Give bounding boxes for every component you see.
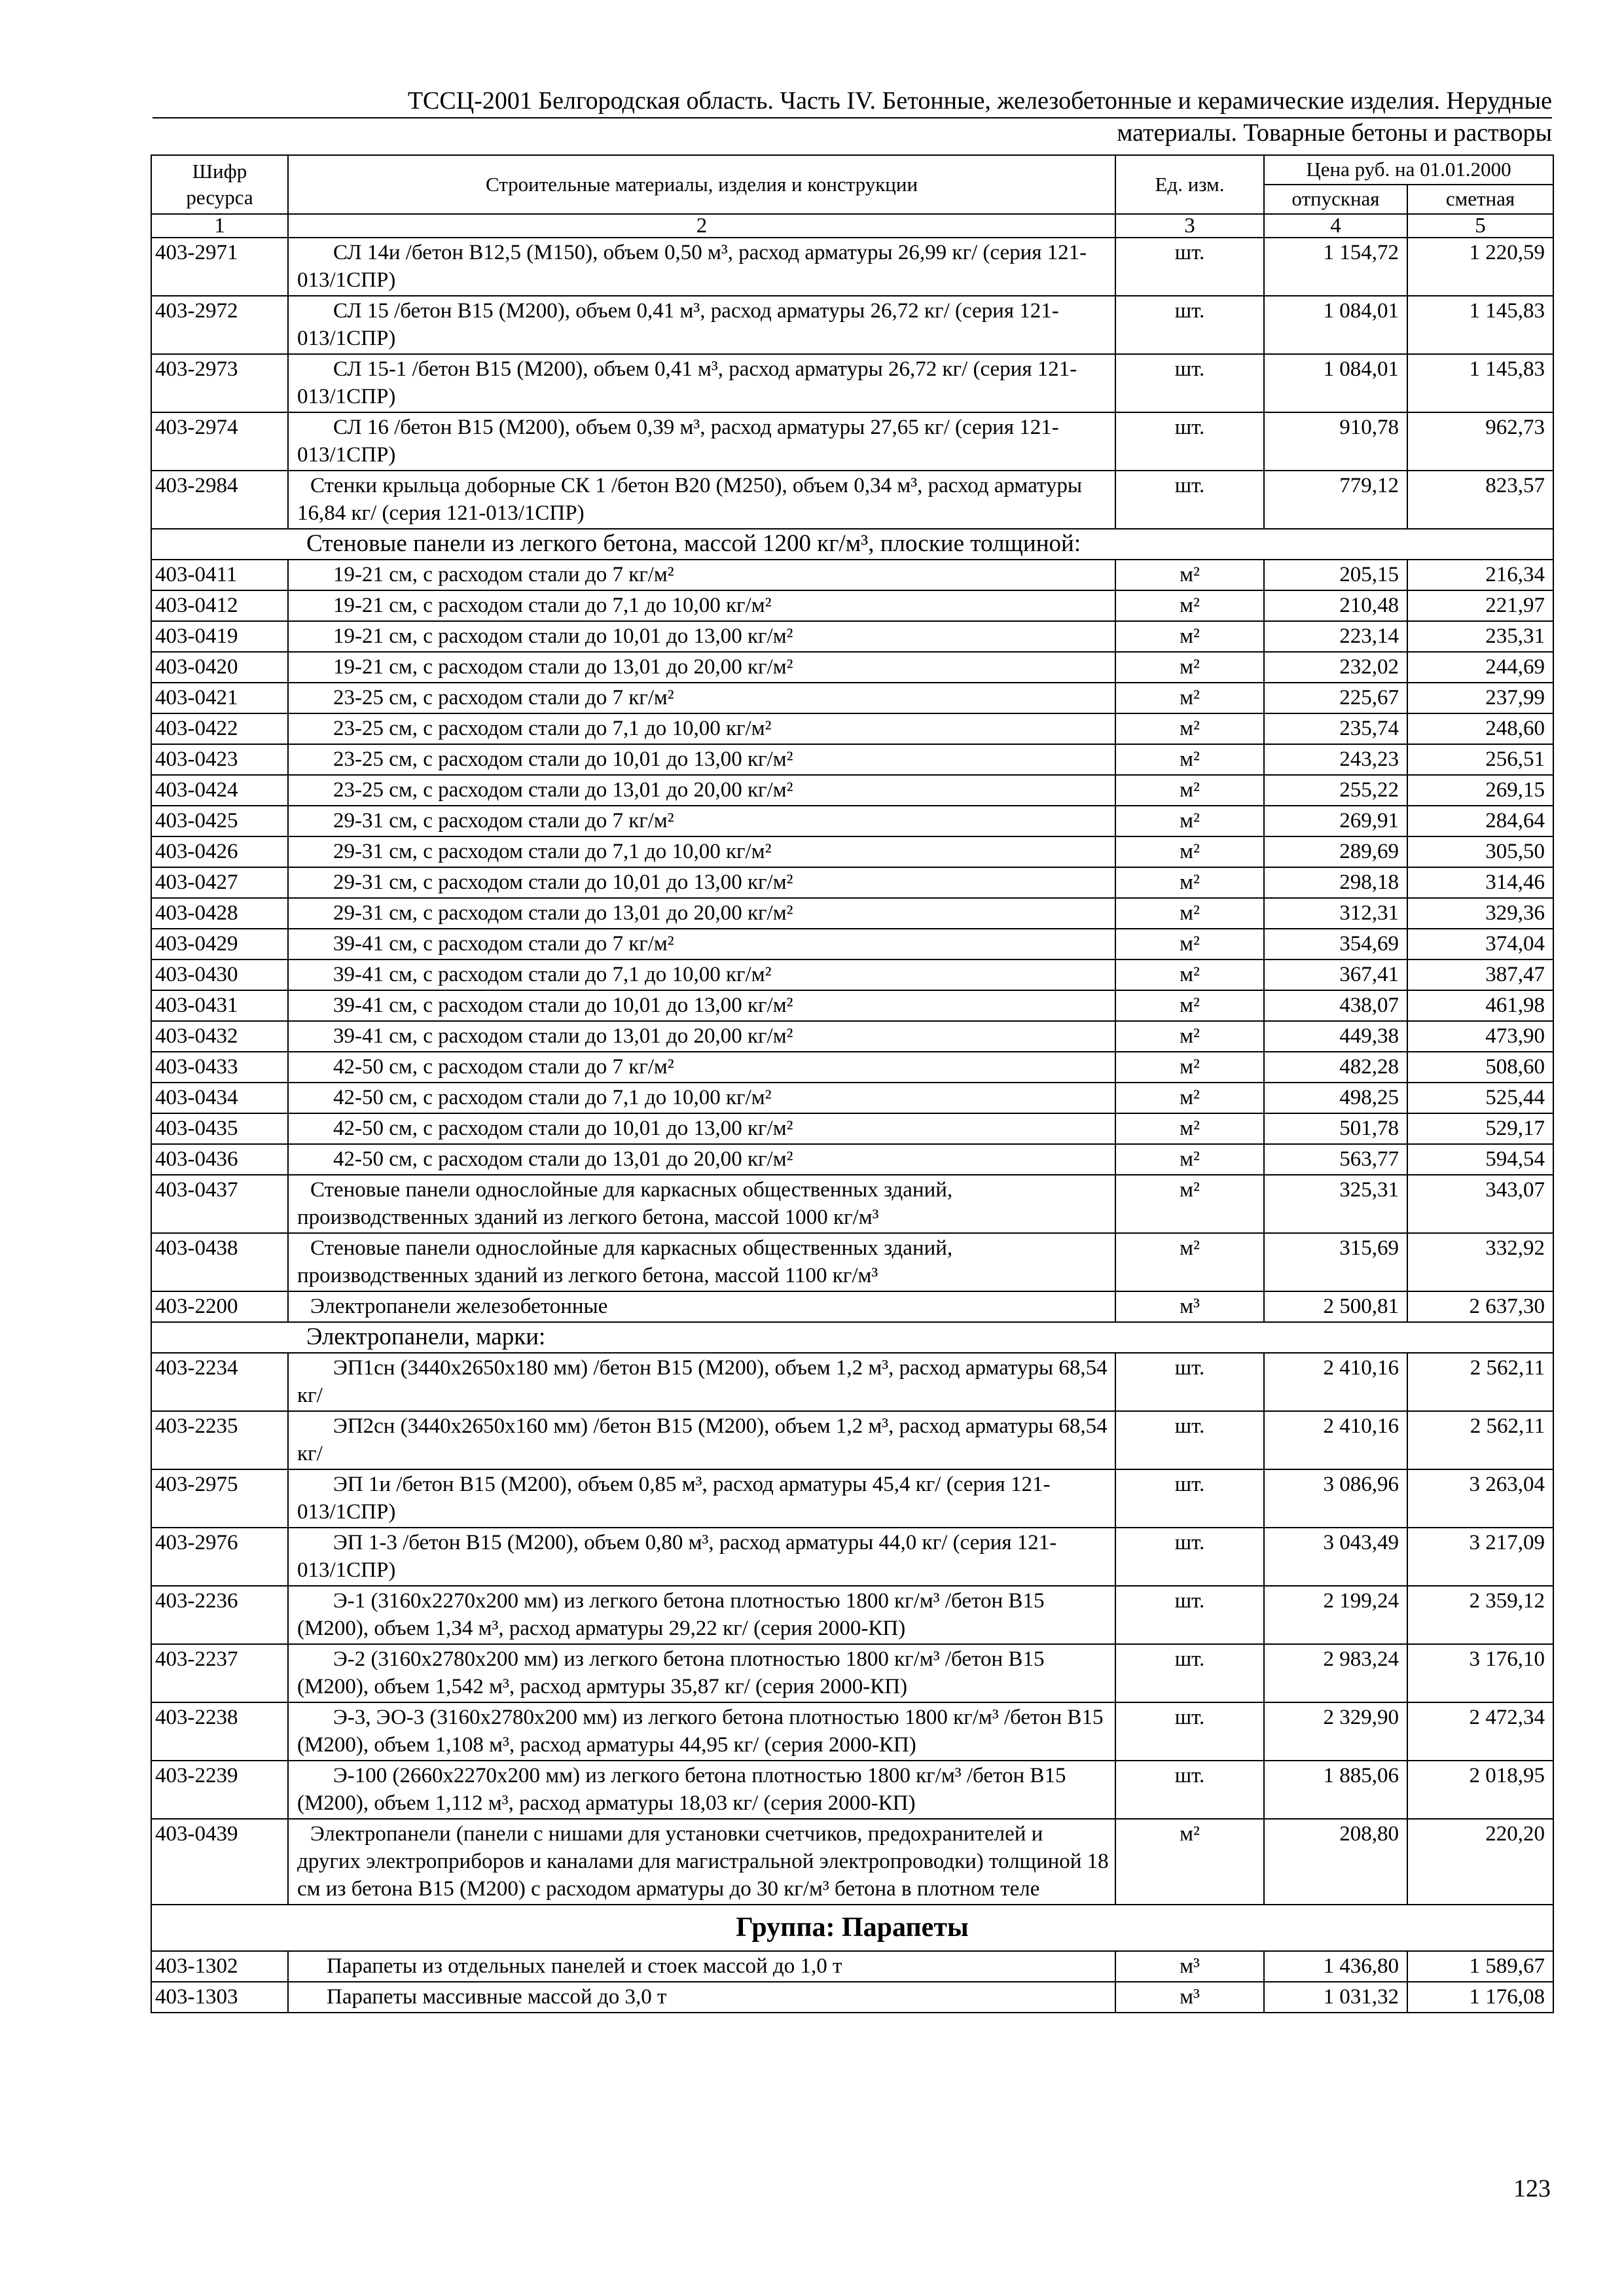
- column-number-row: [151, 214, 1553, 238]
- unit-cell: шт.: [1115, 1702, 1264, 1761]
- description-text: 29-31 см, с расходом стали до 7,1 до 10,00 кг/м²: [333, 840, 772, 863]
- table-row: [151, 1951, 1553, 1982]
- estimate-price-cell: 2 562,11: [1407, 1353, 1553, 1411]
- description-cell: [288, 1528, 1115, 1586]
- resource-code-cell: 403-0428: [151, 898, 288, 929]
- release-price-cell: 289,69: [1264, 836, 1407, 867]
- table-row: [151, 1113, 1553, 1144]
- estimate-price-cell: 2 018,95: [1407, 1761, 1553, 1819]
- table-row: [151, 960, 1553, 990]
- head-code: Шифр ресурса: [151, 155, 288, 214]
- estimate-price-cell: 529,17: [1407, 1113, 1553, 1144]
- estimate-price-cell: 2 637,30: [1407, 1291, 1553, 1322]
- head-materials: Строительные материалы, изделия и конструкции: [288, 155, 1115, 214]
- resource-code-cell: 403-2973: [151, 354, 288, 412]
- unit-cell: шт.: [1115, 1411, 1264, 1469]
- table-row: [151, 1144, 1553, 1175]
- estimate-price-cell: 823,57: [1407, 471, 1553, 529]
- table-row: [151, 590, 1553, 621]
- unit-cell: м²: [1115, 560, 1264, 590]
- estimate-price-cell: 3 217,09: [1407, 1528, 1553, 1586]
- description-text: 39-41 см, с расходом стали до 7 кг/м²: [333, 932, 674, 956]
- column-number: 5: [1407, 214, 1553, 238]
- resource-code-cell: 403-2984: [151, 471, 288, 529]
- table-row: [151, 621, 1553, 652]
- description-text: СЛ 15-1 /бетон В15 (М200), объем 0,41 м³, расход арматуры 26,72 кг/ (серия 121-013/1СПР): [297, 357, 1077, 408]
- release-price-cell: 2 983,24: [1264, 1644, 1407, 1702]
- description-cell: [288, 867, 1115, 898]
- description-cell: [288, 1469, 1115, 1528]
- release-price-cell: 1 154,72: [1264, 238, 1407, 296]
- unit-cell: м³: [1115, 1291, 1264, 1322]
- table-row: [151, 1469, 1553, 1528]
- description-text: 42-50 см, с расходом стали до 13,01 до 20,00 кг/м²: [333, 1147, 793, 1171]
- resource-code-cell: 403-2976: [151, 1528, 288, 1586]
- unit-cell: м²: [1115, 1144, 1264, 1175]
- description-cell: [288, 1233, 1115, 1291]
- release-price-cell: 315,69: [1264, 1233, 1407, 1291]
- column-number: 1: [151, 214, 288, 238]
- description-text: Э-2 (3160х2780х200 мм) из легкого бетона плотностью 1800 кг/м³ /бетон В15 (М200), объем 1,542 м³, расход армтуры 35,87 кг/ (серия 2000-КП): [297, 1647, 1045, 1698]
- resource-code-cell: 403-0411: [151, 560, 288, 590]
- description-text: 29-31 см, с расходом стали до 7 кг/м²: [333, 809, 674, 833]
- resource-code-cell: 403-0435: [151, 1113, 288, 1144]
- description-cell: [288, 621, 1115, 652]
- description-text: Стенки крыльца доборные СК 1 /бетон В20 (М250), объем 0,34 м³, расход арматуры 16,84 кг/ (серия 121-013/1СПР): [297, 474, 1083, 525]
- description-text: 23-25 см, с расходом стали до 13,01 до 20,00 кг/м²: [333, 778, 793, 802]
- column-number: 4: [1264, 214, 1407, 238]
- unit-cell: м²: [1115, 1233, 1264, 1291]
- unit-cell: м²: [1115, 1113, 1264, 1144]
- section-heading: Стеновые панели из легкого бетона, массой 1200 кг/м³, плоские толщиной:: [151, 529, 1553, 560]
- description-cell: [288, 990, 1115, 1021]
- unit-cell: шт.: [1115, 296, 1264, 354]
- description-text: ЭП 1-3 /бетон В15 (М200), объем 0,80 м³, расход арматуры 44,0 кг/ (серия 121-013/1СПР): [297, 1531, 1057, 1582]
- release-price-cell: 2 500,81: [1264, 1291, 1407, 1322]
- head-price: Цена руб. на 01.01.2000: [1264, 155, 1553, 185]
- resource-code-cell: 403-2237: [151, 1644, 288, 1702]
- unit-cell: шт.: [1115, 1644, 1264, 1702]
- table-row: [151, 1175, 1553, 1233]
- estimate-price-cell: 508,60: [1407, 1052, 1553, 1083]
- description-cell: [288, 1411, 1115, 1469]
- release-price-cell: 367,41: [1264, 960, 1407, 990]
- table-row: [151, 296, 1553, 354]
- description-text: Э-100 (2660х2270х200 мм) из легкого бетона плотностью 1800 кг/м³ /бетон В15 (М200), объем 1,112 м³, расход арматуры 18,03 кг/ (серия 2000-КП): [297, 1764, 1066, 1815]
- estimate-price-cell: 216,34: [1407, 560, 1553, 590]
- unit-cell: м²: [1115, 960, 1264, 990]
- unit-cell: м²: [1115, 744, 1264, 775]
- release-price-cell: 2 410,16: [1264, 1353, 1407, 1411]
- resource-code-cell: 403-0438: [151, 1233, 288, 1291]
- description-text: Электропанели железобетонные: [310, 1295, 608, 1318]
- table-row: [151, 652, 1553, 683]
- release-price-cell: 1 885,06: [1264, 1761, 1407, 1819]
- estimate-price-cell: 473,90: [1407, 1021, 1553, 1052]
- resource-code-cell: 403-0434: [151, 1083, 288, 1113]
- table-row: [151, 898, 1553, 929]
- resource-code-cell: 403-2234: [151, 1353, 288, 1411]
- description-cell: [288, 354, 1115, 412]
- description-cell: [288, 1819, 1115, 1905]
- head-release-price: отпускная: [1264, 185, 1407, 214]
- unit-cell: м²: [1115, 1021, 1264, 1052]
- section-heading: Электропанели, марки:: [151, 1322, 1553, 1353]
- estimate-price-cell: 1 220,59: [1407, 238, 1553, 296]
- description-cell: [288, 1144, 1115, 1175]
- release-price-cell: 2 329,90: [1264, 1702, 1407, 1761]
- description-cell: [288, 412, 1115, 471]
- resource-code-cell: 403-0432: [151, 1021, 288, 1052]
- resource-code-cell: 403-0436: [151, 1144, 288, 1175]
- description-text: 42-50 см, с расходом стали до 7 кг/м²: [333, 1055, 674, 1079]
- description-text: 42-50 см, с расходом стали до 7,1 до 10,00 кг/м²: [333, 1086, 772, 1109]
- table-row: [151, 471, 1553, 529]
- release-price-cell: 312,31: [1264, 898, 1407, 929]
- estimate-price-cell: 235,31: [1407, 621, 1553, 652]
- estimate-price-cell: 374,04: [1407, 929, 1553, 960]
- unit-cell: шт.: [1115, 238, 1264, 296]
- release-price-cell: 449,38: [1264, 1021, 1407, 1052]
- estimate-price-cell: 461,98: [1407, 990, 1553, 1021]
- estimate-price-cell: 332,92: [1407, 1233, 1553, 1291]
- estimate-price-cell: 305,50: [1407, 836, 1553, 867]
- unit-cell: шт.: [1115, 354, 1264, 412]
- release-price-cell: 354,69: [1264, 929, 1407, 960]
- resource-code-cell: 403-2971: [151, 238, 288, 296]
- release-price-cell: 2 410,16: [1264, 1411, 1407, 1469]
- column-number: 2: [288, 214, 1115, 238]
- resource-code-cell: 403-0424: [151, 775, 288, 806]
- resource-code-cell: 403-2972: [151, 296, 288, 354]
- description-text: СЛ 14и /бетон В12,5 (М150), объем 0,50 м³, расход арматуры 26,99 кг/ (серия 121-013/1СПР): [297, 241, 1087, 292]
- table-row: [151, 1819, 1553, 1905]
- estimate-price-cell: 284,64: [1407, 806, 1553, 836]
- description-cell: [288, 1702, 1115, 1761]
- estimate-price-cell: 1 176,08: [1407, 1982, 1553, 2013]
- estimate-price-cell: 525,44: [1407, 1083, 1553, 1113]
- resource-code-cell: 403-0420: [151, 652, 288, 683]
- section-heading-row: [151, 1322, 1553, 1353]
- resource-code-cell: 403-1302: [151, 1951, 288, 1982]
- description-text: Электропанели (панели с нишами для установки счетчиков, предохранителей и других электроприборов и каналами для магистральной электропроводки) толщиной 18 см из бетона В15 (М200) с расходом арматуры до 30 кг/м³ бетона в плотном теле: [297, 1822, 1109, 1901]
- estimate-price-cell: 343,07: [1407, 1175, 1553, 1233]
- unit-cell: шт.: [1115, 1586, 1264, 1644]
- resource-code-cell: 403-0423: [151, 744, 288, 775]
- estimate-price-cell: 221,97: [1407, 590, 1553, 621]
- resource-code-cell: 403-0427: [151, 867, 288, 898]
- release-price-cell: 779,12: [1264, 471, 1407, 529]
- table-row: [151, 1052, 1553, 1083]
- description-cell: [288, 652, 1115, 683]
- description-cell: [288, 1052, 1115, 1083]
- estimate-price-cell: 594,54: [1407, 1144, 1553, 1175]
- table-row: [151, 683, 1553, 713]
- description-cell: [288, 560, 1115, 590]
- description-text: 39-41 см, с расходом стали до 13,01 до 20,00 кг/м²: [333, 1024, 793, 1048]
- resource-code-cell: 403-2236: [151, 1586, 288, 1644]
- estimate-price-cell: 237,99: [1407, 683, 1553, 713]
- page-number: 123: [1513, 2175, 1551, 2202]
- release-price-cell: 1 084,01: [1264, 296, 1407, 354]
- unit-cell: шт.: [1115, 1761, 1264, 1819]
- table-row: [151, 560, 1553, 590]
- release-price-cell: 3 086,96: [1264, 1469, 1407, 1528]
- unit-cell: шт.: [1115, 412, 1264, 471]
- release-price-cell: 225,67: [1264, 683, 1407, 713]
- estimate-price-cell: 2 472,34: [1407, 1702, 1553, 1761]
- resource-code-cell: 403-0421: [151, 683, 288, 713]
- description-cell: [288, 1644, 1115, 1702]
- estimate-price-cell: 220,20: [1407, 1819, 1553, 1905]
- description-cell: [288, 929, 1115, 960]
- release-price-cell: 205,15: [1264, 560, 1407, 590]
- resource-code-cell: 403-0419: [151, 621, 288, 652]
- description-cell: [288, 238, 1115, 296]
- estimate-price-cell: 3 263,04: [1407, 1469, 1553, 1528]
- description-text: Стеновые панели однослойные для каркасных общественных зданий, производственных зданий из легкого бетона, массой 1000 кг/м³: [297, 1178, 953, 1229]
- head-unit: Ед. изм.: [1115, 155, 1264, 214]
- release-price-cell: 269,91: [1264, 806, 1407, 836]
- description-text: 23-25 см, с расходом стали до 7 кг/м²: [333, 686, 674, 709]
- resource-code-cell: 403-0429: [151, 929, 288, 960]
- release-price-cell: 325,31: [1264, 1175, 1407, 1233]
- description-cell: [288, 836, 1115, 867]
- unit-cell: м²: [1115, 652, 1264, 683]
- resource-code-cell: 403-2974: [151, 412, 288, 471]
- running-header-line-1: ТССЦ-2001 Белгородская область. Часть IV. Бетонные, железобетонные и керамические изделия. Нерудные: [407, 87, 1552, 115]
- unit-cell: м²: [1115, 836, 1264, 867]
- unit-cell: м²: [1115, 1083, 1264, 1113]
- unit-cell: шт.: [1115, 1528, 1264, 1586]
- description-text: Парапеты массивные массой до 3,0 т: [327, 1985, 667, 2009]
- release-price-cell: 438,07: [1264, 990, 1407, 1021]
- description-text: ЭП2сн (3440х2650х160 мм) /бетон В15 (М200), объем 1,2 м³, расход арматуры 68,54 кг/: [297, 1414, 1108, 1465]
- description-cell: [288, 960, 1115, 990]
- table-row: [151, 238, 1553, 296]
- unit-cell: м²: [1115, 621, 1264, 652]
- resource-code-cell: 403-2239: [151, 1761, 288, 1819]
- release-price-cell: 1 031,32: [1264, 1982, 1407, 2013]
- description-cell: [288, 1586, 1115, 1644]
- table-row: [151, 1982, 1553, 2013]
- description-cell: [288, 1175, 1115, 1233]
- table-row: [151, 1353, 1553, 1411]
- release-price-cell: 498,25: [1264, 1083, 1407, 1113]
- description-cell: [288, 1982, 1115, 2013]
- table-row: [151, 713, 1553, 744]
- unit-cell: м²: [1115, 990, 1264, 1021]
- description-cell: [288, 1291, 1115, 1322]
- unit-cell: м²: [1115, 867, 1264, 898]
- unit-cell: шт.: [1115, 471, 1264, 529]
- resource-code-cell: 403-0425: [151, 806, 288, 836]
- estimate-price-cell: 256,51: [1407, 744, 1553, 775]
- description-text: СЛ 15 /бетон В15 (М200), объем 0,41 м³, расход арматуры 26,72 кг/ (серия 121-013/1СПР): [297, 299, 1059, 350]
- unit-cell: м²: [1115, 775, 1264, 806]
- unit-cell: м³: [1115, 1951, 1264, 1982]
- description-cell: [288, 775, 1115, 806]
- description-cell: [288, 1353, 1115, 1411]
- table-row: [151, 1702, 1553, 1761]
- estimate-price-cell: 1 145,83: [1407, 296, 1553, 354]
- estimate-price-cell: 329,36: [1407, 898, 1553, 929]
- release-price-cell: 232,02: [1264, 652, 1407, 683]
- release-price-cell: 3 043,49: [1264, 1528, 1407, 1586]
- unit-cell: м²: [1115, 1052, 1264, 1083]
- release-price-cell: 223,14: [1264, 621, 1407, 652]
- description-cell: [288, 1113, 1115, 1144]
- table-row: [151, 744, 1553, 775]
- head-estimate-price: сметная: [1407, 185, 1553, 214]
- estimate-price-cell: 269,15: [1407, 775, 1553, 806]
- release-price-cell: 298,18: [1264, 867, 1407, 898]
- unit-cell: шт.: [1115, 1469, 1264, 1528]
- table-row: [151, 806, 1553, 836]
- column-number: 3: [1115, 214, 1264, 238]
- description-text: Э-3, ЭО-3 (3160х2780х200 мм) из легкого бетона плотностью 1800 кг/м³ /бетон В15 (М200), объем 1,108 м³, расход арматуры 44,95 кг/ (серия 2000-КП): [297, 1706, 1104, 1757]
- estimate-price-cell: 1 589,67: [1407, 1951, 1553, 1982]
- resource-code-cell: 403-2238: [151, 1702, 288, 1761]
- release-price-cell: 2 199,24: [1264, 1586, 1407, 1644]
- estimate-price-cell: 314,46: [1407, 867, 1553, 898]
- release-price-cell: 243,23: [1264, 744, 1407, 775]
- description-text: ЭП 1и /бетон В15 (М200), объем 0,85 м³, расход арматуры 45,4 кг/ (серия 121-013/1СПР): [297, 1473, 1051, 1524]
- estimate-price-cell: 244,69: [1407, 652, 1553, 683]
- release-price-cell: 501,78: [1264, 1113, 1407, 1144]
- description-cell: [288, 590, 1115, 621]
- description-cell: [288, 898, 1115, 929]
- table-row: [151, 412, 1553, 471]
- table-row: [151, 929, 1553, 960]
- release-price-cell: 910,78: [1264, 412, 1407, 471]
- running-header-line-2: материалы. Товарные бетоны и растворы: [1117, 119, 1552, 147]
- estimate-price-cell: 387,47: [1407, 960, 1553, 990]
- resource-code-cell: 403-0426: [151, 836, 288, 867]
- table-row: [151, 1528, 1553, 1586]
- release-price-cell: 1 436,80: [1264, 1951, 1407, 1982]
- table-row: [151, 1083, 1553, 1113]
- resource-code-cell: 403-2200: [151, 1291, 288, 1322]
- description-text: Стеновые панели однослойные для каркасных общественных зданий, производственных зданий из легкого бетона, массой 1100 кг/м³: [297, 1236, 953, 1287]
- table-head-row: [151, 155, 1553, 185]
- description-cell: [288, 683, 1115, 713]
- unit-cell: м³: [1115, 1982, 1264, 2013]
- release-price-cell: 482,28: [1264, 1052, 1407, 1083]
- description-cell: [288, 744, 1115, 775]
- description-cell: [288, 1951, 1115, 1982]
- description-text: 29-31 см, с расходом стали до 13,01 до 20,00 кг/м²: [333, 901, 793, 925]
- description-text: СЛ 16 /бетон В15 (М200), объем 0,39 м³, расход арматуры 27,65 кг/ (серия 121-013/1СПР): [297, 416, 1059, 467]
- price-table: [151, 154, 1554, 2013]
- group-heading: Группа: Парапеты: [151, 1905, 1553, 1951]
- description-text: Парапеты из отдельных панелей и стоек массой до 1,0 т: [327, 1954, 842, 1978]
- table-row: [151, 1233, 1553, 1291]
- release-price-cell: 1 084,01: [1264, 354, 1407, 412]
- estimate-price-cell: 962,73: [1407, 412, 1553, 471]
- release-price-cell: 210,48: [1264, 590, 1407, 621]
- resource-code-cell: 403-0431: [151, 990, 288, 1021]
- description-text: 19-21 см, с расходом стали до 13,01 до 20,00 кг/м²: [333, 655, 793, 679]
- table-row: [151, 990, 1553, 1021]
- unit-cell: м²: [1115, 929, 1264, 960]
- unit-cell: м²: [1115, 683, 1264, 713]
- description-text: Э-1 (3160х2270х200 мм) из легкого бетона плотностью 1800 кг/м³ /бетон В15 (М200), объем 1,34 м³, расход арматуры 29,22 кг/ (серия 2000-КП): [297, 1589, 1045, 1640]
- resource-code-cell: 403-0439: [151, 1819, 288, 1905]
- unit-cell: шт.: [1115, 1353, 1264, 1411]
- description-text: 19-21 см, с расходом стали до 7,1 до 10,00 кг/м²: [333, 594, 772, 617]
- table-row: [151, 354, 1553, 412]
- group-heading-row: [151, 1905, 1553, 1951]
- description-cell: [288, 471, 1115, 529]
- description-text: 39-41 см, с расходом стали до 10,01 до 13,00 кг/м²: [333, 994, 793, 1017]
- description-text: 39-41 см, с расходом стали до 7,1 до 10,00 кг/м²: [333, 963, 772, 986]
- description-cell: [288, 1761, 1115, 1819]
- description-text: 42-50 см, с расходом стали до 10,01 до 13,00 кг/м²: [333, 1117, 793, 1140]
- description-cell: [288, 296, 1115, 354]
- resource-code-cell: 403-0422: [151, 713, 288, 744]
- description-cell: [288, 713, 1115, 744]
- release-price-cell: 235,74: [1264, 713, 1407, 744]
- release-price-cell: 255,22: [1264, 775, 1407, 806]
- table-row: [151, 1761, 1553, 1819]
- estimate-price-cell: 3 176,10: [1407, 1644, 1553, 1702]
- table-body: [151, 238, 1553, 2013]
- unit-cell: м²: [1115, 590, 1264, 621]
- table-row: [151, 1411, 1553, 1469]
- resource-code-cell: 403-2235: [151, 1411, 288, 1469]
- unit-cell: м²: [1115, 806, 1264, 836]
- estimate-price-cell: 2 562,11: [1407, 1411, 1553, 1469]
- resource-code-cell: 403-0412: [151, 590, 288, 621]
- table-row: [151, 1644, 1553, 1702]
- estimate-price-cell: 248,60: [1407, 713, 1553, 744]
- unit-cell: м²: [1115, 1819, 1264, 1905]
- table-row: [151, 1021, 1553, 1052]
- estimate-price-cell: 2 359,12: [1407, 1586, 1553, 1644]
- table-row: [151, 1291, 1553, 1322]
- description-text: 23-25 см, с расходом стали до 7,1 до 10,00 кг/м²: [333, 717, 772, 740]
- resource-code-cell: 403-1303: [151, 1982, 288, 2013]
- resource-code-cell: 403-2975: [151, 1469, 288, 1528]
- resource-code-cell: 403-0430: [151, 960, 288, 990]
- unit-cell: м²: [1115, 1175, 1264, 1233]
- estimate-price-cell: 1 145,83: [1407, 354, 1553, 412]
- table-row: [151, 775, 1553, 806]
- table-row: [151, 836, 1553, 867]
- description-text: 19-21 см, с расходом стали до 7 кг/м²: [333, 563, 674, 586]
- description-text: 23-25 см, с расходом стали до 10,01 до 13,00 кг/м²: [333, 747, 793, 771]
- unit-cell: м²: [1115, 713, 1264, 744]
- unit-cell: м²: [1115, 898, 1264, 929]
- section-heading-row: [151, 529, 1553, 560]
- description-text: 19-21 см, с расходом стали до 10,01 до 13,00 кг/м²: [333, 624, 793, 648]
- release-price-cell: 563,77: [1264, 1144, 1407, 1175]
- release-price-cell: 208,80: [1264, 1819, 1407, 1905]
- description-text: 29-31 см, с расходом стали до 10,01 до 13,00 кг/м²: [333, 870, 793, 894]
- resource-code-cell: 403-0437: [151, 1175, 288, 1233]
- resource-code-cell: 403-0433: [151, 1052, 288, 1083]
- table-row: [151, 867, 1553, 898]
- description-cell: [288, 806, 1115, 836]
- table-row: [151, 1586, 1553, 1644]
- description-cell: [288, 1083, 1115, 1113]
- description-cell: [288, 1021, 1115, 1052]
- description-text: ЭП1сн (3440х2650х180 мм) /бетон В15 (М200), объем 1,2 м³, расход арматуры 68,54 кг/: [297, 1356, 1108, 1407]
